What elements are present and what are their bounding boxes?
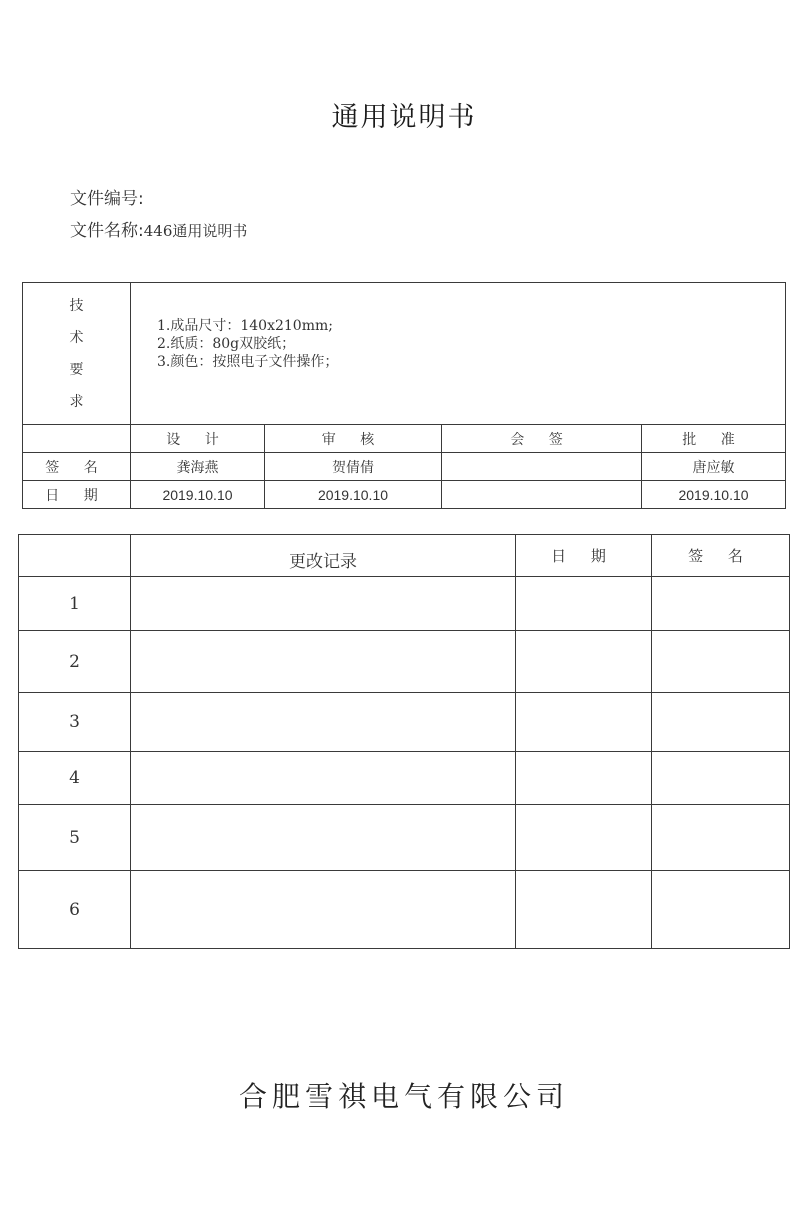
change-record-cell [131,631,516,693]
design-date: 2019.10.10 [131,481,265,509]
file-number-label: 文件编号: [70,189,144,209]
change-sign-cell [652,577,790,631]
change-record-cell [131,577,516,631]
requirement-item: 3.颜色：按照电子文件操作； [157,354,339,370]
change-sign-header: 签 名 [652,535,790,577]
row-number: 3 [19,693,131,752]
change-date-cell [516,577,652,631]
change-date-cell [516,631,652,693]
row-number: 2 [19,631,131,693]
change-log-row [19,871,790,949]
change-sign-cell [652,693,790,752]
role-header-row [23,425,786,453]
change-log-header-row [19,535,790,577]
change-date-cell [516,871,652,949]
file-name-value: 446通用说明书 [143,222,248,240]
countersign-signature [442,453,642,481]
file-name-line [70,216,247,241]
change-record-header: 更改记录 [131,535,516,577]
change-date-cell [516,805,652,871]
review-header: 审 核 [265,425,442,453]
sign-label: 签 名 [23,453,131,481]
file-name-label: 文件名称: [70,221,144,241]
requirements-row [23,283,786,425]
change-record-cell [131,752,516,805]
change-log-row [19,752,790,805]
file-number-line [70,184,144,209]
change-sign-cell [652,631,790,693]
approve-header: 批 准 [642,425,786,453]
requirement-item: 1.成品尺寸：140x210mm; [157,318,333,334]
change-log-row [19,631,790,693]
countersign-date [442,481,642,509]
change-log-row [19,693,790,752]
empty-header-cell [23,425,131,453]
requirement-label-char: 术 [69,329,84,346]
change-record-cell [131,871,516,949]
company-name: 合肥雪祺电气有限公司 [238,1080,569,1113]
signature-row [23,453,786,481]
approve-signature: 唐应敏 [642,453,786,481]
requirements-label [23,283,131,425]
requirement-item: 2.纸质：80g双胶纸； [157,336,296,352]
empty-header-cell [19,535,131,577]
change-date-header: 日 期 [516,535,652,577]
row-number: 5 [19,805,131,871]
review-date: 2019.10.10 [265,481,442,509]
requirement-label-char: 要 [69,361,84,378]
review-signature: 贺倩倩 [265,453,442,481]
date-label: 日 期 [23,481,131,509]
requirements-content [131,283,786,425]
change-log-row [19,805,790,871]
approve-date: 2019.10.10 [642,481,786,509]
row-number: 6 [19,871,131,949]
date-row [23,481,786,509]
change-date-cell [516,752,652,805]
countersign-header: 会 签 [442,425,642,453]
design-signature: 龚海燕 [131,453,265,481]
document-title: 通用说明书 [331,102,477,133]
spec-table [22,282,786,509]
change-sign-cell [652,805,790,871]
row-number: 4 [19,752,131,805]
row-number: 1 [19,577,131,631]
requirement-label-char: 技 [69,297,84,314]
change-sign-cell [652,752,790,805]
design-header: 设 计 [131,425,265,453]
change-record-cell [131,693,516,752]
requirement-label-char: 求 [69,393,84,410]
change-log-row [19,577,790,631]
change-log-table [18,534,790,949]
change-record-cell [131,805,516,871]
change-date-cell [516,693,652,752]
change-sign-cell [652,871,790,949]
